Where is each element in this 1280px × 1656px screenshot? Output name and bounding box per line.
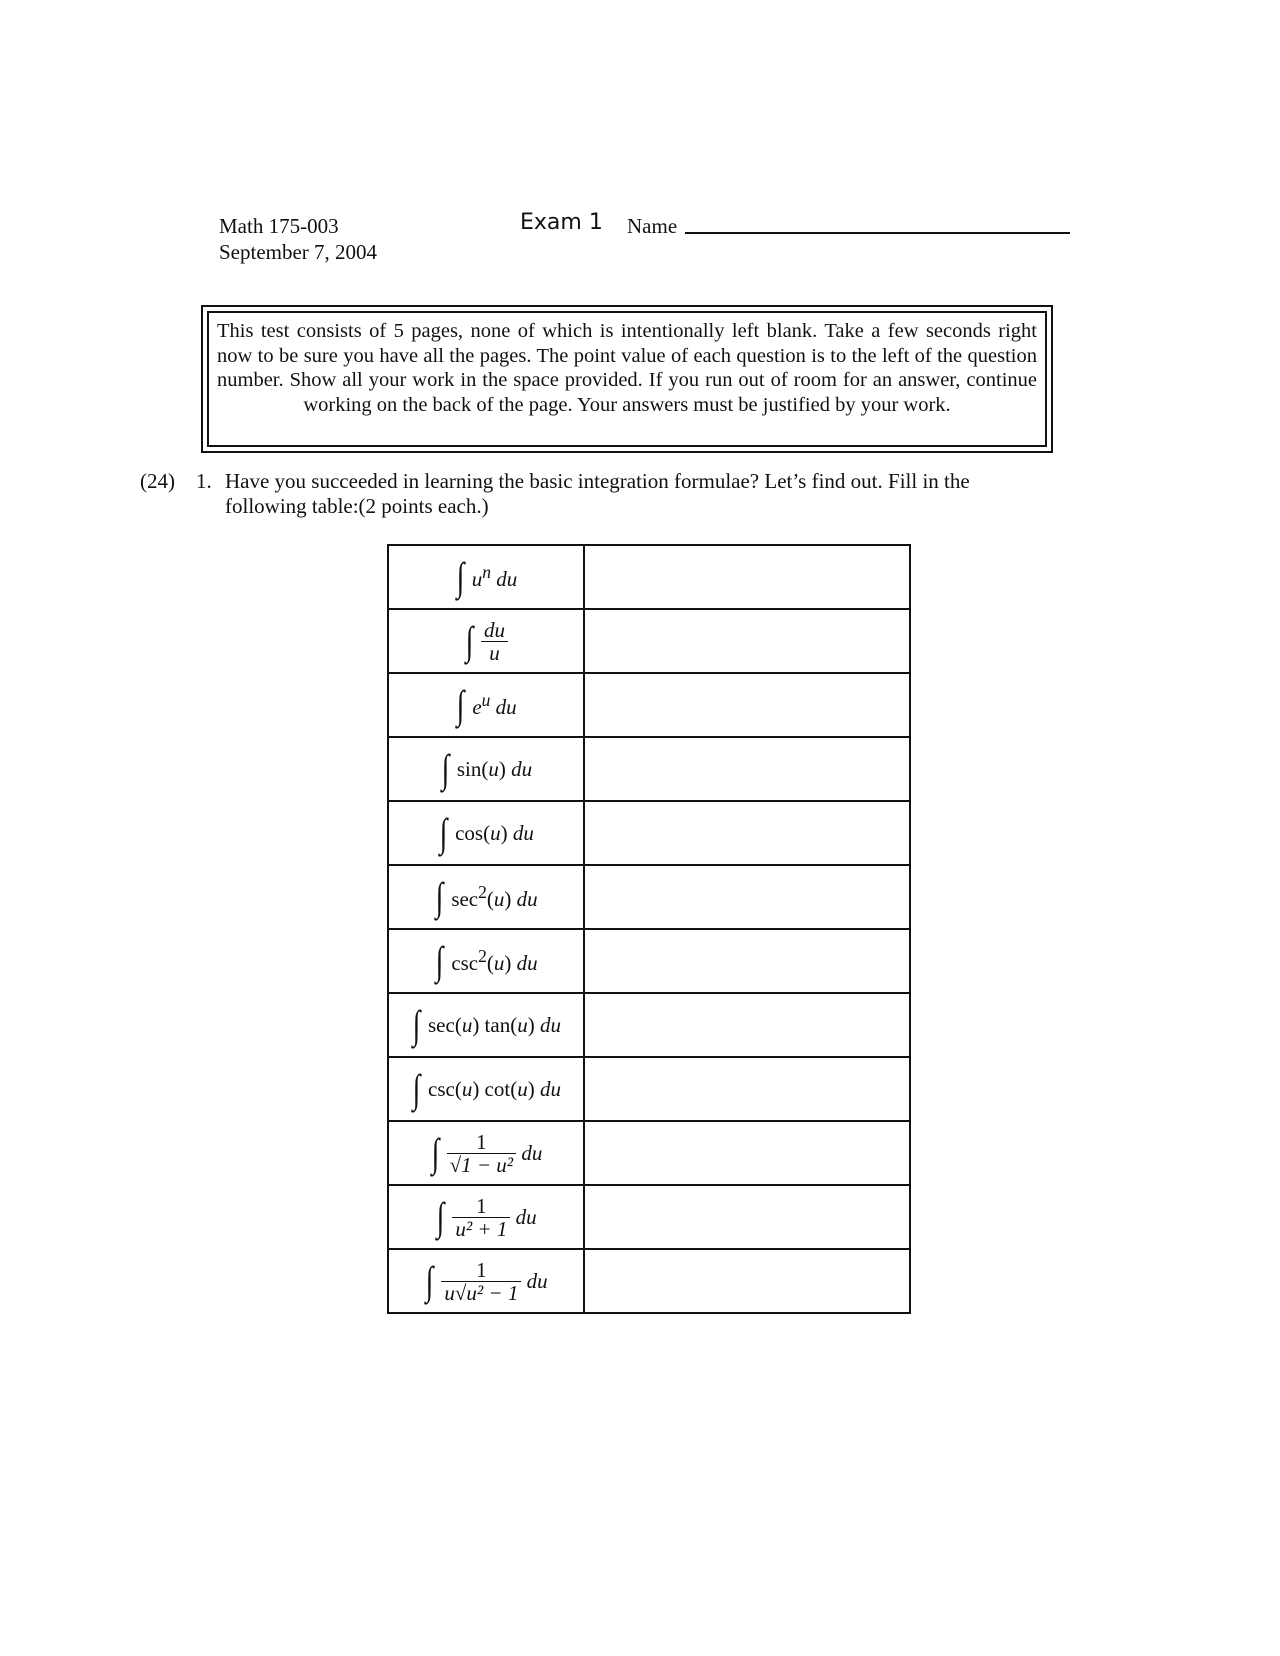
integral-sign: ∫ — [435, 874, 444, 919]
question-number: 1. — [196, 469, 212, 493]
integral-expression: ∫ $\sec^2(u)$ du — [388, 865, 584, 929]
answer-cell[interactable] — [584, 737, 910, 801]
table-row — [388, 1185, 910, 1249]
answer-cell[interactable] — [584, 929, 910, 993]
answer-cell[interactable] — [584, 865, 910, 929]
table-row — [388, 865, 910, 929]
integral-expression: ∫ sec(u) tan(u) du — [388, 993, 584, 1057]
integral-expression: ∫ $\frac{1}{\text{u² + 1}}$ du — [388, 1185, 584, 1249]
question-points: (24) — [140, 469, 175, 493]
answer-cell[interactable] — [584, 1121, 910, 1185]
answer-cell[interactable] — [584, 801, 910, 865]
course-info — [219, 213, 377, 265]
integral-sign: ∫ — [412, 1002, 421, 1047]
table-row — [388, 993, 910, 1057]
table-row — [388, 929, 910, 993]
integral-expression: ∫ $u^n$ du — [388, 545, 584, 609]
table-row — [388, 609, 910, 673]
table-row — [388, 1121, 910, 1185]
integral-sign: ∫ — [437, 1194, 445, 1239]
answer-cell[interactable] — [584, 1185, 910, 1249]
question-1 — [196, 469, 1072, 519]
course-number: Math 175-003 — [219, 214, 339, 238]
integral-expression: ∫ $\frac{1}{\text{√1 − u²}}$ du — [388, 1121, 584, 1185]
integral-sign: ∫ — [439, 810, 448, 855]
name-field-line[interactable] — [685, 232, 1070, 234]
integral-expression: ∫ $\frac{du}{u}$ — [388, 609, 584, 673]
integral-sign: ∫ — [456, 554, 465, 599]
table-row — [388, 1057, 910, 1121]
integral-sign: ∫ — [441, 746, 450, 791]
question-text-line1: Have you succeeded in learning the basic integration formulae? Let’s find out. Fill in the — [225, 469, 970, 493]
integral-expression: ∫ cos(u) du — [388, 801, 584, 865]
integral-expression: ∫ $\frac{1}{\text{u√u² − 1}}$ du — [388, 1249, 584, 1313]
integral-sign: ∫ — [456, 682, 465, 727]
integral-sign: ∫ — [426, 1258, 434, 1303]
integral-expression: ∫ sin(u) du — [388, 737, 584, 801]
name-label: Name — [627, 214, 678, 238]
exam-title: Exam 1 — [520, 210, 603, 235]
integral-expression: ∫ $e^u$ du — [388, 673, 584, 737]
answer-cell[interactable] — [584, 993, 910, 1057]
integral-sign: ∫ — [412, 1066, 421, 1111]
question-text-line2: following table:(2 points each.) — [225, 494, 489, 518]
table-row — [388, 1249, 910, 1313]
answer-cell[interactable] — [584, 673, 910, 737]
instructions-box — [201, 305, 1053, 453]
table-row — [388, 801, 910, 865]
integral-sign: ∫ — [465, 618, 474, 663]
integral-sign: ∫ — [435, 938, 444, 983]
table-row — [388, 737, 910, 801]
answer-cell[interactable] — [584, 609, 910, 673]
table-row — [388, 545, 910, 609]
integral-expression: ∫ csc(u) cot(u) du — [388, 1057, 584, 1121]
integration-table — [387, 544, 911, 1314]
integral-sign: ∫ — [431, 1130, 439, 1175]
answer-cell[interactable] — [584, 1249, 910, 1313]
instructions-text: This test consists of 5 pages, none of which is intentionally left blank. Take a few seconds right now to be sure you have all the pages. The point value of each question is to the left of the question number. Show all your work in the space provided. If you run out of room for an answer, continue working on the back of the page. Your answers must be justified by your work. — [207, 311, 1047, 447]
exam-date: September 7, 2004 — [219, 240, 378, 264]
integral-expression: ∫ $\csc^2(u)$ du — [388, 929, 584, 993]
answer-cell[interactable] — [584, 545, 910, 609]
answer-cell[interactable] — [584, 1057, 910, 1121]
table-row — [388, 673, 910, 737]
